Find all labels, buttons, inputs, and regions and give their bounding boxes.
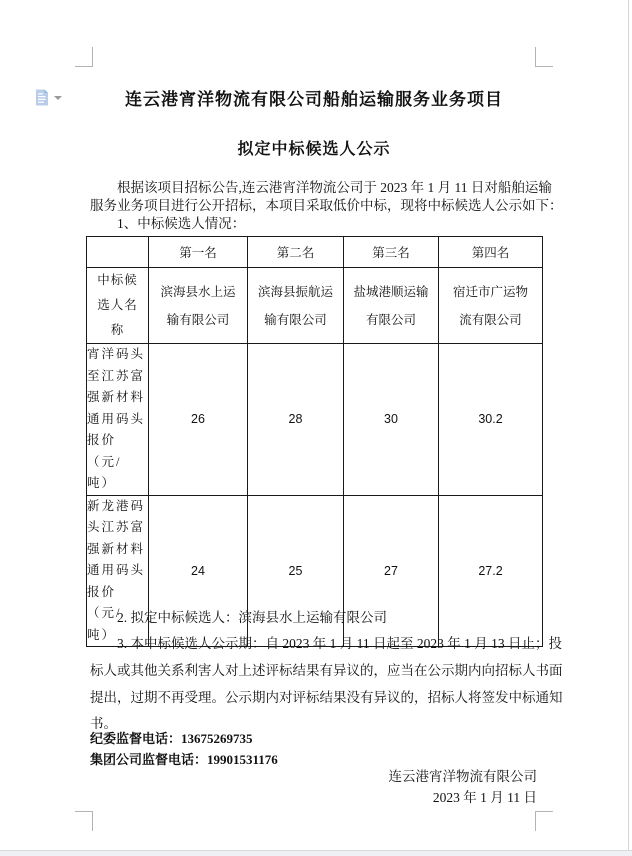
- group-phone-line: 集团公司监督电话：19901531176: [90, 751, 278, 767]
- xiaoyang-price-1: 26: [149, 344, 248, 496]
- xiaoyang-price-3: 30: [344, 344, 439, 496]
- xiaoyang-price-2: 28: [248, 344, 344, 496]
- candidate-names-row: [87, 268, 543, 344]
- xinlonggang-price-1: 24: [149, 495, 248, 647]
- row-label-candidate-names: 中标候 选人名 称: [87, 268, 149, 344]
- page-bottom-strip: [0, 850, 632, 856]
- signature-block: [90, 766, 537, 808]
- supervision-phones: [90, 729, 278, 770]
- candidate-name-3: 盐城港顺运输 有限公司: [344, 268, 439, 344]
- signature-company: 连云港宵洋物流有限公司: [388, 769, 537, 784]
- item-3-line-3: 提出，过期不再受理。公示期内对评标结果没有异议的，招标人将签发中标通知: [90, 689, 563, 705]
- bid-candidates-table: [86, 236, 543, 647]
- candidate-name-4: 宿迁市广运物 流有限公司: [439, 268, 543, 344]
- xinlonggang-price-2: 25: [248, 495, 344, 647]
- row-label-xiaoyang-price: 宵洋码头 至江苏富 强新材料 通用码头 报价（元/ 吨）: [87, 344, 149, 496]
- xinlonggang-price-3: 27: [344, 495, 439, 647]
- table-header-rank-2: 第二名: [248, 237, 344, 268]
- table-header-rank-4: 第四名: [439, 237, 543, 268]
- document-title: 连云港宵洋物流有限公司船舶运输服务业务项目: [125, 90, 503, 109]
- candidate-name-2: 滨海县振航运 输有限公司: [248, 268, 344, 344]
- text-boundary-mark-bottom-right: [535, 811, 553, 831]
- xiaoyang-price-4: 30.2: [439, 344, 543, 496]
- table-header-rank-1: 第一名: [149, 237, 248, 268]
- table-header-empty: [87, 237, 149, 268]
- xinlonggang-price-4: 27.2: [439, 495, 543, 647]
- intro-line-3: 1、中标候选人情况：: [117, 216, 246, 231]
- text-boundary-mark-top-right: [535, 47, 553, 67]
- discipline-phone-line: 纪委监督电话：13675269735: [90, 731, 253, 746]
- text-boundary-mark-top-left: [75, 47, 93, 67]
- table-header-rank-3: 第三名: [344, 237, 439, 268]
- intro-paragraph: [90, 179, 563, 233]
- text-boundary-mark-bottom-left: [75, 811, 93, 831]
- document-subtitle: 拟定中标候选人公示: [237, 141, 391, 158]
- page-right-edge: [628, 0, 629, 850]
- item-3-line-1: 3. 本中标候选人公示期：自 2023 年 1 月 11 日起至 2023 年 1 月 13 日止；投: [117, 636, 562, 651]
- intro-line-2: 服务业务项目进行公开招标，本项目采取低价中标，现将中标候选人公示如下：: [90, 198, 563, 213]
- table-header-row: [87, 237, 543, 268]
- item-3-line-2: 标人或其他关系利害人对上述评标结果有异议的，应当在公示期内向招标人书面: [90, 662, 563, 678]
- item-3-publicity-period: [90, 631, 563, 738]
- price-row-xiaoyang-wharf: [87, 344, 543, 496]
- signature-date: 2023 年 1 月 11 日: [432, 790, 537, 805]
- item-3-line-4: 书。: [90, 716, 117, 732]
- paragraph-layout-button[interactable]: [34, 86, 66, 108]
- dropdown-arrow-icon: [54, 96, 62, 100]
- intro-line-1: 根据该项目招标公告,连云港宵洋物流公司于 2023 年 1 月 11 日对船舶运输: [117, 180, 552, 195]
- item-2-selected-candidate: 2. 拟定中标候选人：滨海县水上运输有限公司: [117, 610, 387, 625]
- document-lines-icon: [34, 89, 50, 106]
- candidate-name-1: 滨海县水上运 输有限公司: [149, 268, 248, 344]
- row-label-xinlonggang-price: 新龙港码 头江苏富 强新材料 通用码头 报价（元/ 吨）: [87, 495, 149, 647]
